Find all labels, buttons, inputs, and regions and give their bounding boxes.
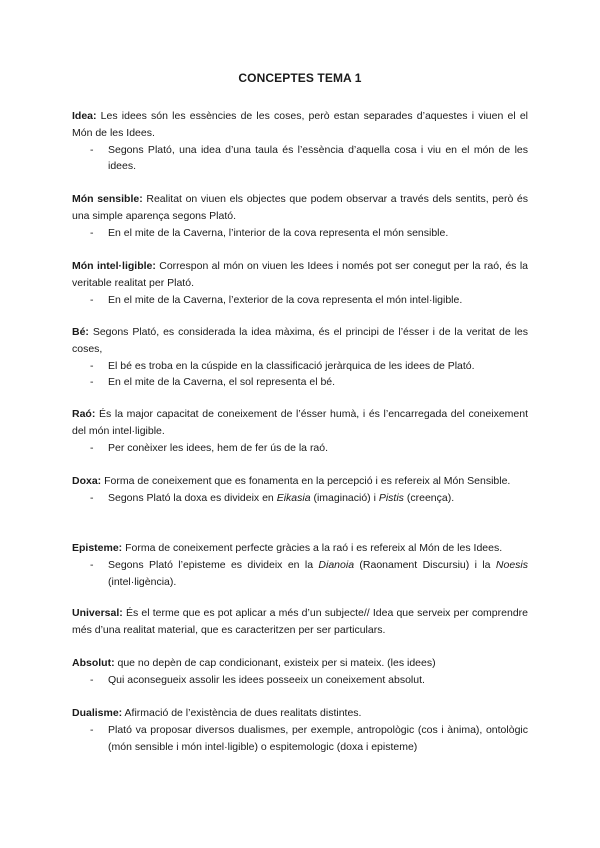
definition: [72, 705, 528, 722]
entry-episteme: [72, 540, 528, 590]
bullet-text: Segons Plató, una idea d’una taula és l’essència d’aquella cosa i viu en el món de les idees.: [108, 143, 528, 173]
definition-text: És el terme que es pot aplicar a més d’un subjecte// Idea que serveix per comprendre més d’una realitat material, que es caracteritzen per ser particulars.: [72, 607, 528, 636]
term: Absolut:: [72, 657, 115, 669]
entry-universal: [72, 605, 528, 639]
bullet-text: (Raonament Discursiu) i la: [354, 558, 496, 571]
term: Raó:: [72, 408, 96, 420]
bullet-item: [72, 142, 528, 176]
bullet-list: [72, 557, 528, 591]
dash-marker: -: [90, 558, 94, 571]
term: Universal:: [72, 607, 123, 619]
term-noesis: Noesis: [495, 558, 528, 571]
dash-marker: -: [90, 441, 94, 454]
entry-idea: [72, 108, 528, 175]
definition-text: que no depèn de cap condicionant, existeix per si mateix. (les idees): [114, 657, 436, 669]
definition: [72, 324, 528, 358]
dash-marker: -: [90, 359, 94, 372]
term-dianoia: Dianoia: [318, 558, 355, 571]
definition: [72, 605, 528, 639]
bullet-text: En el mite de la Caverna, l’interior de la cova representa el món sensible.: [108, 226, 449, 239]
bullet-text: (intel·ligència).: [108, 575, 177, 588]
bullet-item: [72, 225, 528, 242]
definition: [72, 540, 528, 557]
entry-dualisme: [72, 705, 528, 755]
definition-text: Forma de coneixement perfecte gràcies a la raó i es refereix al Món de les Idees.: [122, 542, 503, 554]
definition: [72, 258, 528, 292]
entry-mon-sensible: [72, 191, 528, 241]
bullet-item: [72, 374, 528, 391]
bullet-list: [72, 292, 528, 309]
bullet-list: [72, 490, 528, 507]
dash-marker: -: [90, 491, 94, 504]
page-title: CONCEPTES TEMA 1: [238, 71, 362, 85]
dash-marker: -: [90, 226, 94, 239]
bullet-list: [72, 722, 528, 756]
bullet-text: (imaginació) i: [310, 491, 379, 504]
definition: [72, 655, 528, 672]
bullet-text: Segons Plató l’episteme es divideix en la: [108, 558, 319, 571]
entry-absolut: [72, 655, 528, 689]
bullet-text: En el mite de la Caverna, el sol representa el bé.: [108, 376, 336, 389]
dash-marker: -: [90, 143, 94, 156]
entry-be: [72, 324, 528, 391]
entry-rao: [72, 406, 528, 456]
definition-text: Forma de coneixement que es fonamenta en la percepció i es refereix al Món Sensible.: [101, 475, 511, 487]
bullet-text: Plató va proposar diversos dualismes, per exemple, antropològic (cos i ànima), ontològic (món sensible i món intel·ligible) o espitemologic (doxa i episteme): [108, 723, 528, 753]
dash-marker: -: [90, 376, 94, 389]
bullet-item: [72, 722, 528, 756]
bullet-text: El bé es troba en la cúspide en la classificació jeràrquica de les idees de Plató.: [108, 359, 475, 372]
term: Idea:: [72, 110, 97, 122]
definition-text: Les idees són les essències de les coses, però estan separades d’aquestes i viuen el el Món de les Idees.: [72, 110, 528, 139]
dash-marker: -: [90, 673, 94, 686]
bullet-item: [72, 490, 528, 507]
definition: [72, 108, 528, 142]
bullet-item: [72, 292, 528, 309]
term: Episteme:: [72, 542, 123, 554]
bullet-text: Segons Plató la doxa es divideix en: [108, 491, 277, 504]
definition-text: Afirmació de l’existència de dues realitats distintes.: [122, 707, 362, 719]
term-pistis: Pistis: [378, 491, 404, 504]
definition-text: És la major capacitat de coneixement de l’ésser humà, i és l’encarregada del coneixement del món intel·ligible.: [72, 408, 528, 437]
bullet-text: (creença).: [403, 491, 455, 504]
term-eikasia: Eikasia: [276, 491, 311, 504]
term: Dualisme:: [72, 707, 123, 719]
definition: [72, 406, 528, 440]
term: Món sensible:: [72, 193, 143, 205]
entry-mon-intelligible: [72, 258, 528, 308]
definition: [72, 191, 528, 225]
dash-marker: -: [90, 723, 94, 736]
definition-text: Realitat on viuen els objectes que podem observar a través dels sentits, però és una simple aparença segons Plató.: [72, 193, 529, 222]
bullet-text: Qui aconsegueix assolir les idees posseeix un coneixement absolut.: [108, 673, 425, 686]
bullet-list: [72, 672, 528, 689]
term: Bé:: [72, 326, 89, 338]
bullet-text: Per conèixer les idees, hem de fer ús de la raó.: [108, 441, 329, 454]
entry-doxa: [72, 473, 528, 507]
bullet-list: [72, 358, 528, 392]
term: Doxa:: [72, 475, 102, 487]
bullet-list: [72, 225, 528, 242]
definition-text: Correspon al món on viuen les Idees i només pot ser conegut per la raó, és la veritable realitat per Plató.: [72, 260, 528, 289]
dash-marker: -: [90, 293, 94, 306]
term: Món intel·ligible:: [72, 260, 156, 272]
bullet-list: [72, 440, 528, 457]
bullet-list: [72, 142, 528, 176]
bullet-text: En el mite de la Caverna, l’exterior de la cova representa el món intel·ligible.: [108, 293, 463, 306]
bullet-item: [72, 672, 528, 689]
bullet-item: [72, 557, 528, 591]
definition-text: Segons Plató, es considerada la idea màxima, és el principi de l’ésser i de la veritat de les coses,: [72, 326, 528, 355]
bullet-item: [72, 440, 528, 457]
bullet-item: [72, 358, 528, 375]
definition: [72, 473, 528, 490]
